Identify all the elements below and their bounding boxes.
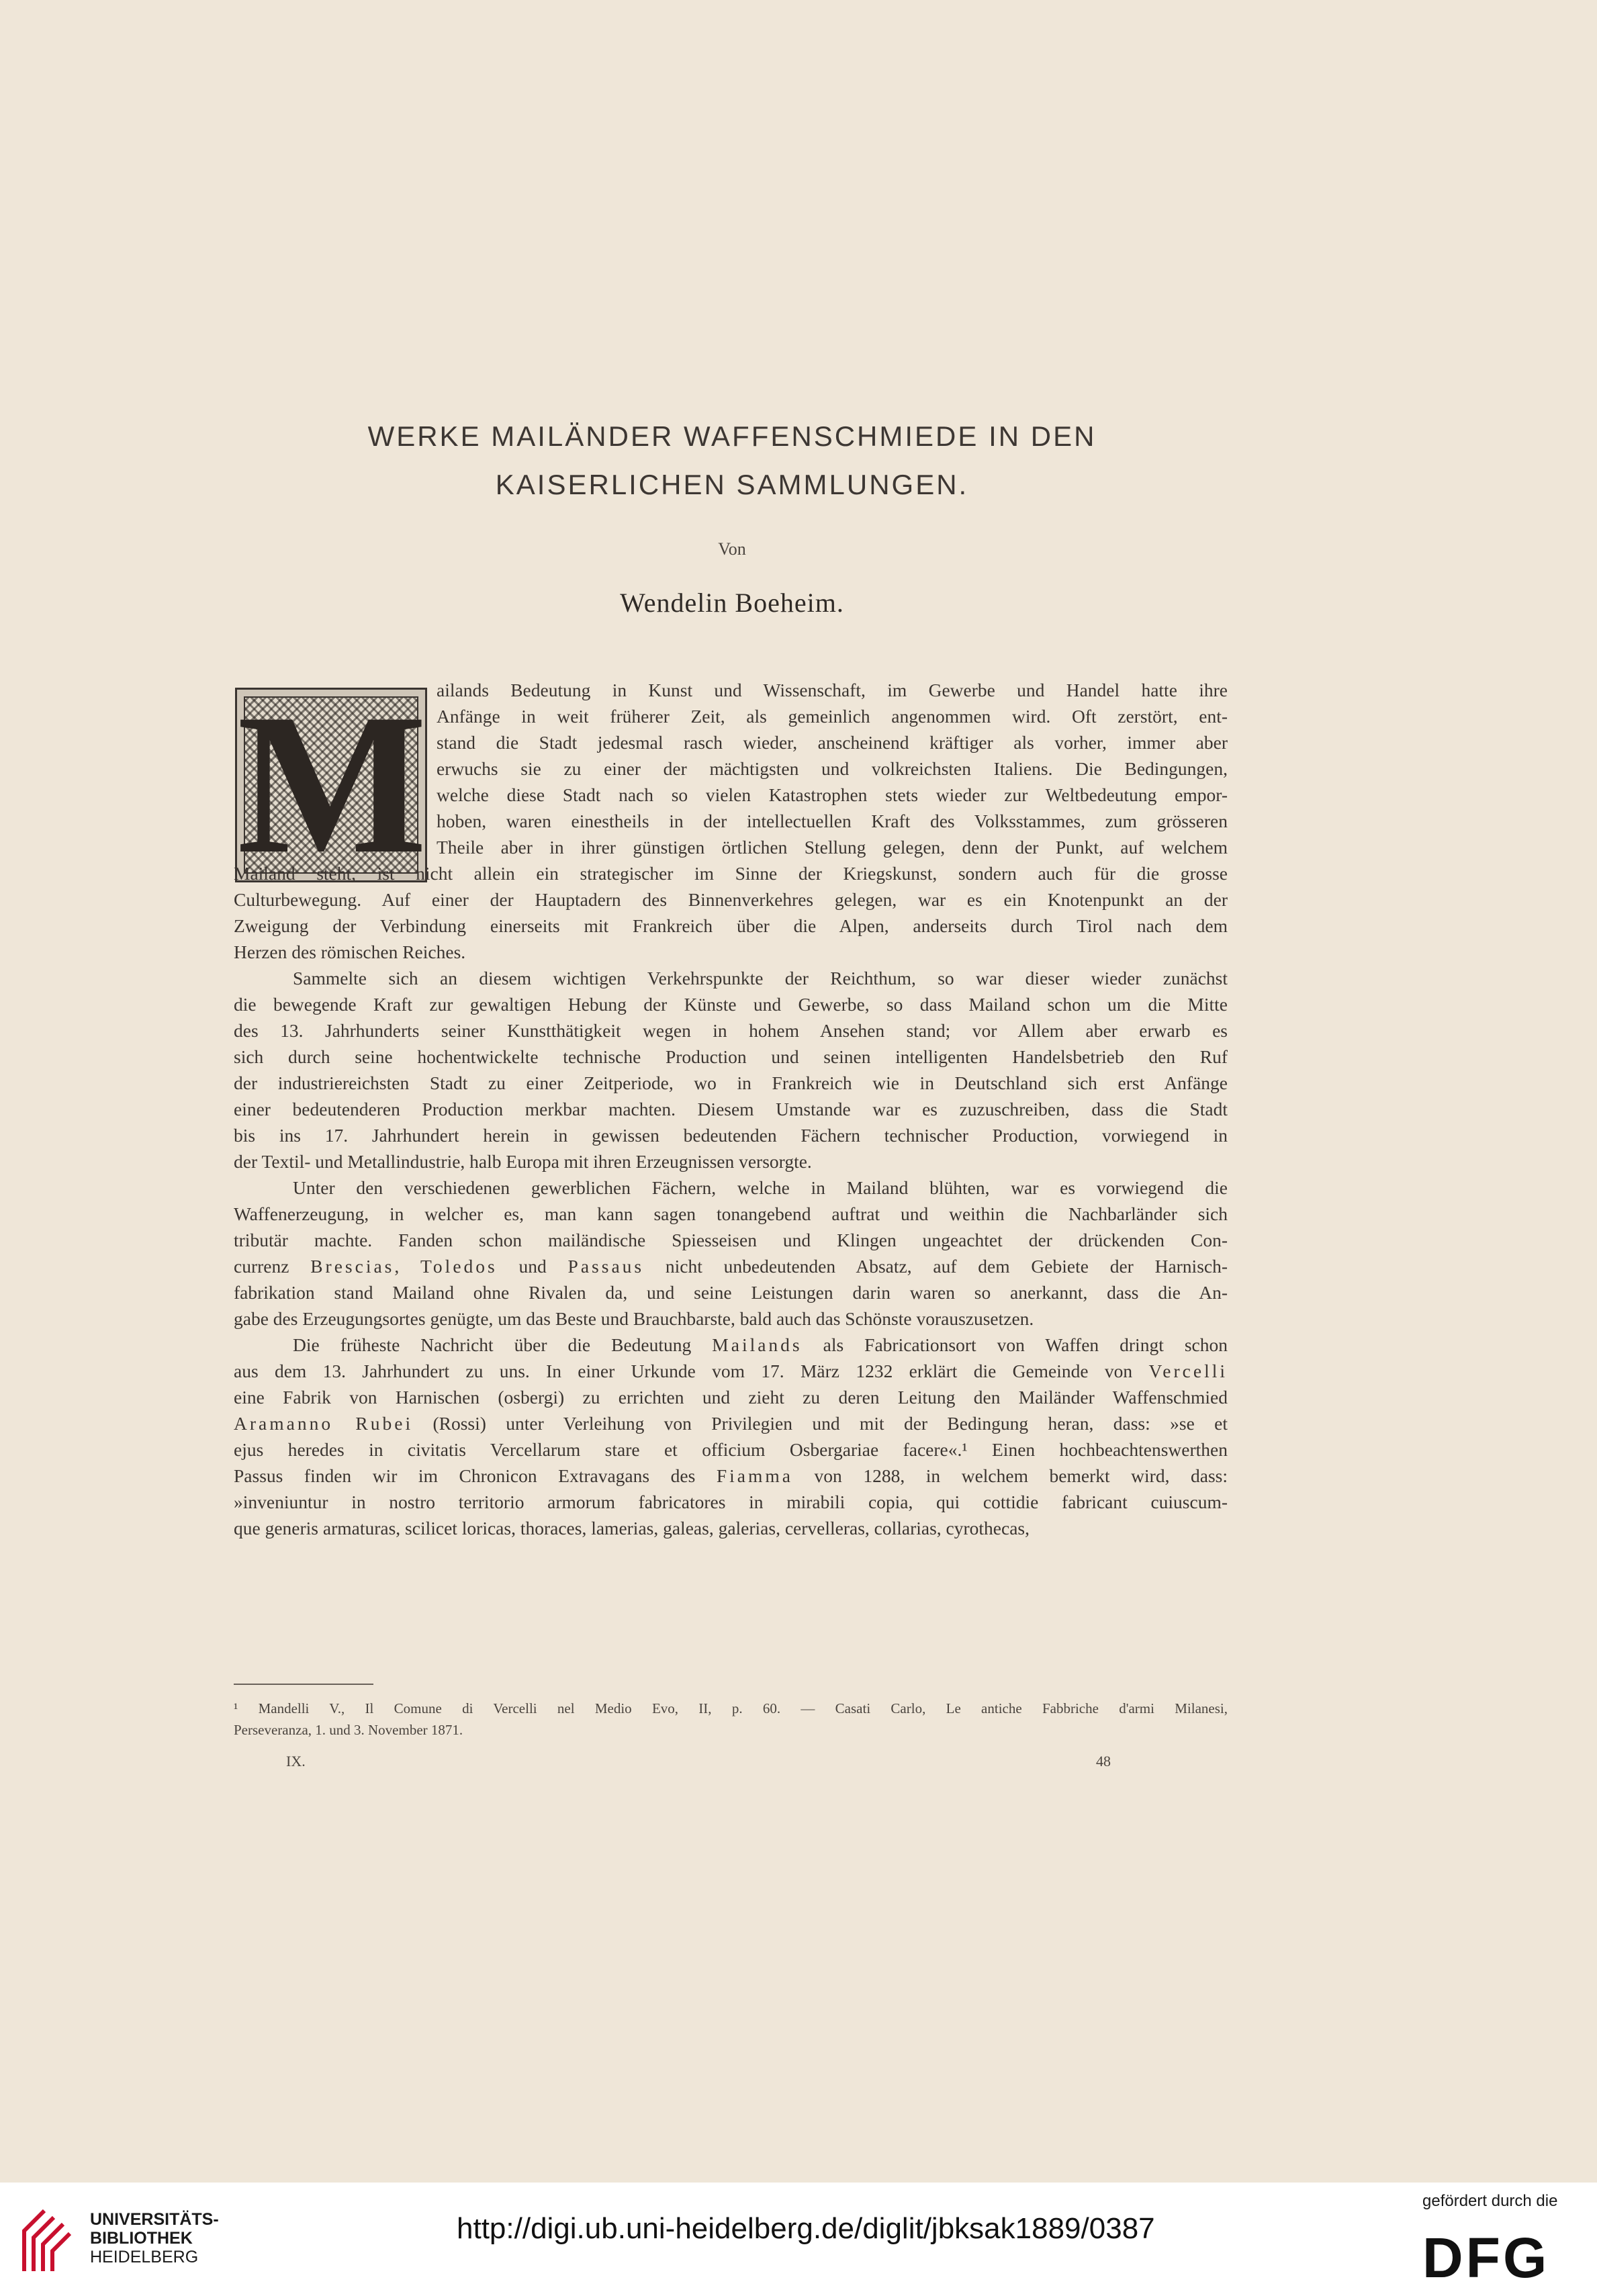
footnote-line-1: ¹ Mandelli V., Il Comune di Vercelli nel Medio Evo, II, p. 60. — Casati Carlo, Le antiche Fabbriche d'armi Milanesi, xyxy=(234,1700,1228,1716)
text-line xyxy=(234,1201,1228,1227)
text-line xyxy=(234,1148,1228,1175)
library-name-line-3: HEIDELBERG xyxy=(90,2248,199,2266)
text-segment: Die früheste Nachricht über die Bedeutung xyxy=(293,1334,713,1355)
text-segment: Passus finden wir im Chronicon Extravagans des xyxy=(234,1465,717,1486)
text-segment: und xyxy=(497,1256,568,1277)
text-segment: que generis armaturas, scilicet loricas, thoraces, lamerias, galeas, galerias, cervelleras, collarias, cyrothecas, xyxy=(234,1518,1030,1539)
text-segment: currenz xyxy=(234,1256,311,1277)
text-line xyxy=(234,965,1228,991)
text-segment: erwuchs sie zu einer der mächtigsten und volkreichsten Italiens. Die Bedingungen, xyxy=(437,758,1228,779)
text-line xyxy=(437,729,1228,755)
text-segment: welche diese Stadt nach so vielen Katastrophen stets wieder zur Weltbedeutung empor- xyxy=(437,784,1228,805)
footnote-line-2: Perseveranza, 1. und 3. November 1871. xyxy=(234,1722,463,1738)
text-line xyxy=(234,1489,1228,1515)
library-name-line-2: BIBLIOTHEK xyxy=(90,2229,193,2248)
text-segment: Waffenerzeugung, in welcher es, man kann sagen tonangebend auftrat und weithin die Nachbarländer sich xyxy=(234,1203,1228,1224)
text-line xyxy=(234,939,1228,965)
text-line xyxy=(234,991,1228,1017)
text-segment: sich durch seine hochentwickelte technische Production und seinen intelligenten Handelsbetrieb den Ruf xyxy=(234,1046,1228,1067)
text-line xyxy=(437,677,1228,703)
footnote-separator xyxy=(234,1684,373,1685)
text-line xyxy=(234,1122,1228,1148)
text-line xyxy=(234,1070,1228,1096)
spaced-name: Passaus xyxy=(567,1256,645,1277)
spaced-name: Brescias xyxy=(310,1256,395,1277)
university-library-logo-icon xyxy=(17,2204,75,2278)
text-segment: bis ins 17. Jahrhundert herein in gewissen bedeutenden Fächern technischer Production, vorwiegend in xyxy=(234,1125,1228,1146)
text-segment: der Textil- und Metallindustrie, halb Europa mit ihren Erzeugnissen versorgte. xyxy=(234,1151,812,1172)
text-line xyxy=(437,703,1228,729)
spaced-name: Toledos xyxy=(420,1256,498,1277)
page-number: 48 xyxy=(1096,1753,1111,1770)
text-segment: fabrikation stand Mailand ohne Rivalen da, und seine Leistungen darin waren so anerkannt, dass die An- xyxy=(234,1282,1228,1303)
text-segment: Herzen des römischen Reiches. xyxy=(234,942,466,962)
library-name-line-1: UNIVERSITÄTS- xyxy=(90,2210,219,2229)
text-line xyxy=(234,1332,1228,1358)
spaced-name: Vercelli xyxy=(1148,1361,1228,1381)
text-segment: als Fabricationsort von Waffen dringt schon xyxy=(802,1334,1228,1355)
text-segment: des 13. Jahrhunderts seiner Kunstthätigkeit wegen in hohem Ansehen stand; vor Allem aber erwarb es xyxy=(234,1020,1228,1041)
text-segment: tributär machte. Fanden schon mailändische Spiesseisen und Klingen ungeachtet der drückenden Con- xyxy=(234,1230,1228,1250)
text-line xyxy=(234,1227,1228,1253)
permalink-url[interactable]: http://digi.ub.uni-heidelberg.de/diglit/jbksak1889/0387 xyxy=(457,2212,1155,2245)
text-line xyxy=(234,1436,1228,1463)
text-line xyxy=(234,860,1228,886)
dfg-logo: DFG xyxy=(1422,2226,1550,2289)
text-line xyxy=(234,1017,1228,1044)
spaced-name: Fiamma xyxy=(716,1465,793,1486)
text-segment: eine Fabrik von Harnischen (osbergi) zu errichten und zieht zu deren Leitung den Mailänder Waffenschmied xyxy=(234,1387,1228,1408)
initial-letter: M xyxy=(237,672,428,895)
text-line xyxy=(234,1175,1228,1201)
text-segment: , xyxy=(394,1256,421,1277)
text-segment: (Rossi) unter Verleihung von Privilegien und mit der Bedingung heran, dass: »se et xyxy=(413,1413,1228,1434)
text-line xyxy=(234,1384,1228,1410)
article-body xyxy=(234,672,1228,1541)
text-line xyxy=(437,755,1228,782)
text-line xyxy=(234,1515,1228,1541)
text-segment: von 1288, in welchem bemerkt wird, dass: xyxy=(792,1465,1228,1486)
text-segment: nicht unbedeutenden Absatz, auf dem Gebiete der Harnisch- xyxy=(644,1256,1228,1277)
byline-von: Von xyxy=(718,539,746,559)
spaced-name: Aramanno Rubei xyxy=(234,1413,414,1434)
text-segment: Unter den verschiedenen gewerblichen Fächern, welche in Mailand blühten, war es vorwiegend die xyxy=(293,1177,1228,1198)
spaced-name: Mailands xyxy=(712,1334,803,1355)
text-line xyxy=(234,1096,1228,1122)
funding-note: gefördert durch die xyxy=(1422,2192,1558,2210)
text-segment: aus dem 13. Jahrhundert zu uns. In einer Urkunde vom 17. März 1232 erklärt die Gemeinde von xyxy=(234,1361,1149,1381)
text-line xyxy=(234,913,1228,939)
text-segment: hoben, waren einestheils in der intellectuellen Kraft des Volksstammes, zum grösseren xyxy=(437,811,1228,831)
text-segment: Mailand steht, ist nicht allein ein strategischer im Sinne der Kriegskunst, sondern auch für die grosse xyxy=(234,863,1228,884)
text-segment: gabe des Erzeugungsortes genügte, um das Beste und Brauchbarste, bald auch das Schönste vorauszusetzen. xyxy=(234,1308,1034,1329)
text-segment: ejus heredes in civitatis Vercellarum stare et officium Osbergariae facere«.¹ Einen hochbeachtenswerthen xyxy=(234,1439,1228,1460)
text-segment: stand die Stadt jedesmal rasch wieder, anscheinend kräftiger als vorher, immer aber xyxy=(437,732,1228,753)
text-segment: der industriereichsten Stadt zu einer Zeitperiode, wo in Frankreich wie in Deutschland sich erst Anfänge xyxy=(234,1072,1228,1093)
text-line xyxy=(234,1044,1228,1070)
text-line xyxy=(234,1305,1228,1332)
text-segment: Culturbewegung. Auf einer der Hauptadern des Binnenverkehres gelegen, war es ein Knotenpunkt an der xyxy=(234,889,1228,910)
text-line xyxy=(234,1253,1228,1279)
text-segment: Zweigung der Verbindung einerseits mit Frankreich über die Alpen, anderseits durch Tirol nach dem xyxy=(234,915,1228,936)
text-line xyxy=(437,808,1228,834)
text-line xyxy=(234,1358,1228,1384)
text-segment: die bewegende Kraft zur gewaltigen Hebung der Künste und Gewerbe, so dass Mailand schon um die Mitte xyxy=(234,994,1228,1015)
text-segment: einer bedeutenderen Production merkbar machten. Diesem Umstande war es zuzuschreiben, dass die Stadt xyxy=(234,1099,1228,1119)
text-line xyxy=(234,1410,1228,1436)
article-title-line-1: WERKE MAILÄNDER WAFFENSCHMIEDE IN DEN xyxy=(367,420,1097,452)
text-segment: Anfänge in weit früherer Zeit, als gemeinlich angenommen wird. Oft zerstört, ent- xyxy=(437,706,1228,727)
text-line xyxy=(437,782,1228,808)
text-segment: ailands Bedeutung in Kunst und Wissenschaft, im Gewerbe und Handel hatte ihre xyxy=(437,680,1228,700)
text-segment: Theile aber in ihrer günstigen örtlichen Stellung gelegen, denn der Punkt, auf welchem xyxy=(437,837,1228,858)
article-title-line-2: KAISERLICHEN SAMMLUNGEN. xyxy=(495,469,969,500)
author-name: Wendelin Boeheim. xyxy=(620,588,844,618)
text-line xyxy=(234,886,1228,913)
text-line xyxy=(234,1463,1228,1489)
text-segment: Sammelte sich an diesem wichtigen Verkehrspunkte der Reichthum, so war dieser wieder zunächst xyxy=(293,968,1228,989)
sheet-signature: IX. xyxy=(286,1753,306,1770)
text-line xyxy=(437,834,1228,860)
text-segment: »inveniuntur in nostro territorio armorum fabricatores in mirabili copia, qui cottidie fabricant cuiuscum- xyxy=(234,1491,1228,1512)
text-line xyxy=(234,1279,1228,1305)
